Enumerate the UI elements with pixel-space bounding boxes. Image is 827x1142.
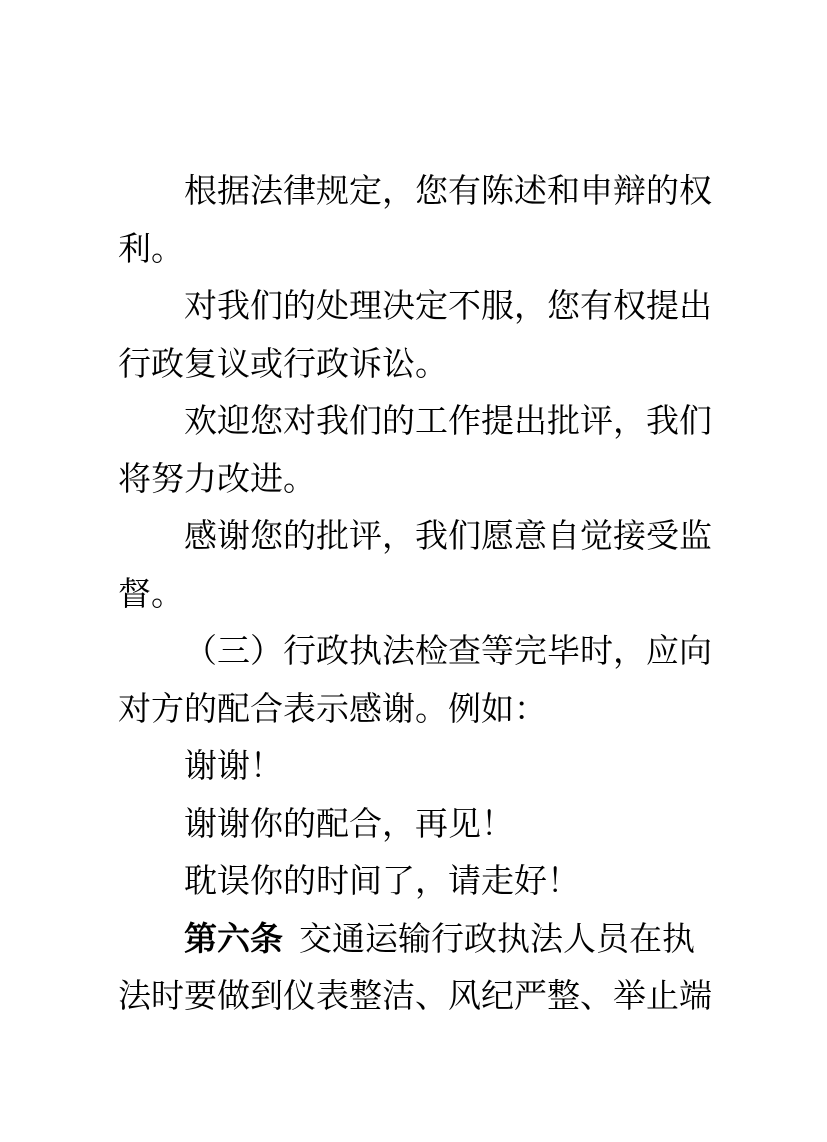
- document-body: [118, 162, 710, 1025]
- paragraph-line: 督。: [118, 573, 184, 613]
- paragraph-line: 感谢您的批评，我们愿意自觉接受监: [184, 516, 712, 555]
- paragraph-line: 行政复议或行政诉讼。: [118, 343, 448, 383]
- paragraph-line: 谢谢你的配合，再见！: [184, 803, 514, 843]
- paragraph-line: 利。: [118, 228, 184, 268]
- paragraph-line: 根据法律规定，您有陈述和申辩的权: [184, 171, 712, 210]
- paragraph-line: 耽误你的时间了，请走好！: [184, 861, 580, 900]
- article-text: 交通运输行政执法人员在执: [299, 918, 695, 958]
- paragraph-line: 欢迎您对我们的工作提出批评，我们: [184, 401, 712, 440]
- paragraph-line: 对方的配合表示感谢。例如：: [118, 688, 547, 728]
- article-label: 第六条: [184, 918, 283, 958]
- paragraph-line: （三）行政执法检查等完毕时，应向: [184, 631, 712, 670]
- article-line: 法时要做到仪表整洁、风纪严整、举止端: [118, 976, 712, 1015]
- paragraph-line: 谢谢！: [184, 746, 283, 785]
- article-line: [118, 910, 710, 968]
- paragraph-line: 将努力改进。: [118, 458, 316, 498]
- paragraph-line: 对我们的处理决定不服，您有权提出: [184, 286, 712, 325]
